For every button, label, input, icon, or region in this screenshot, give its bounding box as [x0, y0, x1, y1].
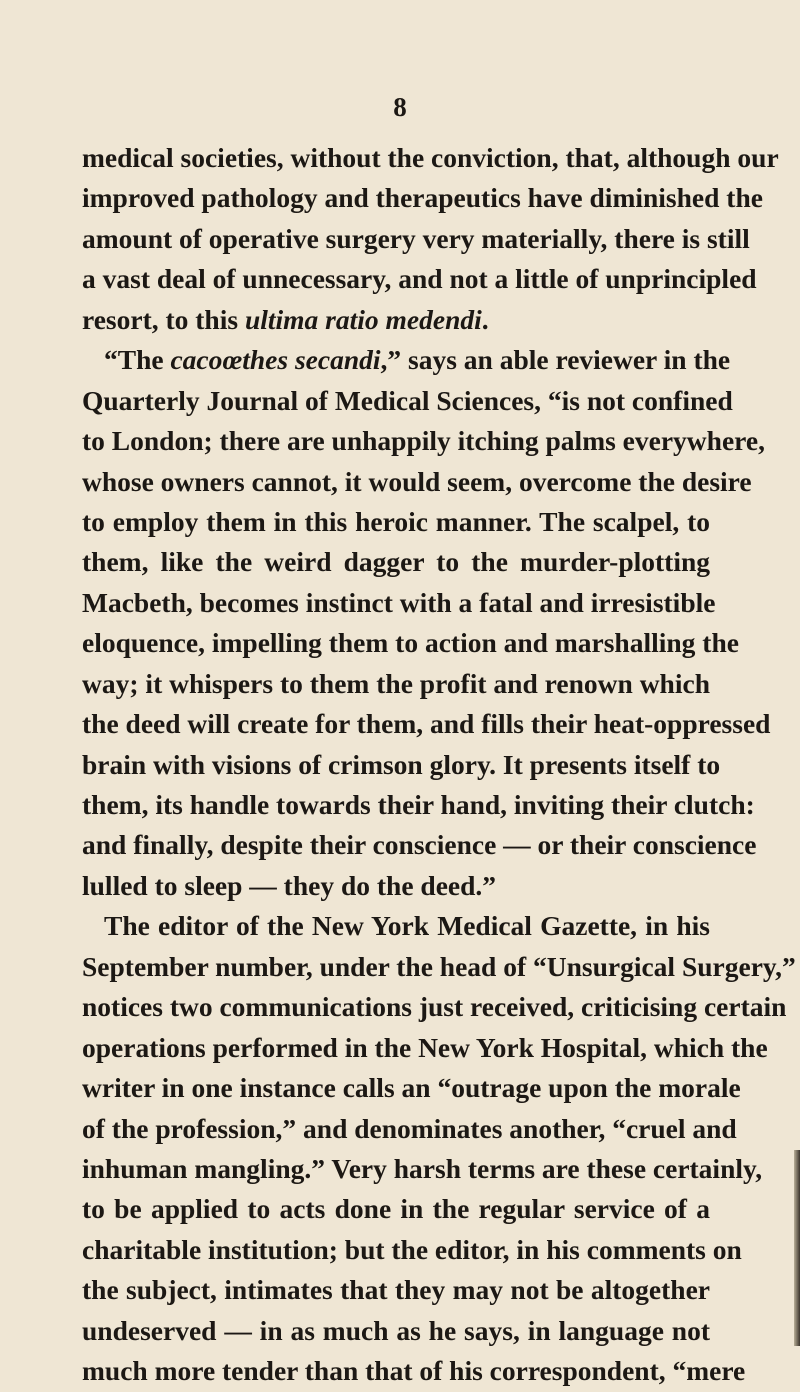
- text-line: [82, 825, 757, 865]
- text-segment: to London; there are unhappily itching palms everywhere,: [82, 425, 765, 457]
- text-segment: and finally, despite their conscience — or their conscience: [82, 829, 757, 861]
- text-line: [82, 300, 710, 340]
- text-segment: them, its handle towards their hand, inviting their clutch:: [82, 789, 755, 820]
- text-line: [82, 1068, 741, 1108]
- italic-phrase: cacoœthes secandi: [170, 344, 381, 376]
- text-segment: notices two communications just received, criticising certain: [82, 991, 787, 1023]
- text-segment: lulled to sleep — they do the deed.”: [82, 869, 497, 901]
- text-line: [82, 259, 757, 299]
- text-line: [82, 381, 733, 421]
- text-segment: ,” says an able reviewer in the: [380, 344, 731, 376]
- text-line: [82, 1351, 746, 1391]
- text-segment: September number, under the head of “Unsurgical Surgery,”: [82, 950, 796, 982]
- text-segment: operations performed in the New York Hospital, which the: [82, 1031, 768, 1063]
- text-segment: them, like the weird dagger to the murder-plotting: [82, 546, 710, 578]
- text-segment: undeserved — in as much as he says, in language not: [82, 1314, 710, 1346]
- text-segment: brain with visions of crimson glory. It presents itself to: [82, 748, 721, 780]
- text-segment: inhuman mangling.” Very harsh terms are these certainly,: [82, 1152, 763, 1184]
- text-segment: of the profession,” and denominates another, “cruel and: [82, 1112, 737, 1144]
- text-line: [82, 947, 796, 987]
- text-segment: improved pathology and therapeutics have diminished the: [82, 182, 763, 214]
- text-segment: medical societies, without the conviction, that, although our: [82, 142, 779, 173]
- page-number: 8: [393, 92, 407, 122]
- text-segment: a vast deal of unnecessary, and not a little of unprincipled: [82, 263, 757, 295]
- text-line: [82, 785, 755, 825]
- text-segment: “The: [104, 344, 171, 376]
- text-line: [82, 542, 710, 582]
- text-line: [82, 987, 787, 1027]
- text-line: [82, 138, 779, 178]
- text-segment: writer in one instance calls an “outrage upon the morale: [82, 1072, 741, 1104]
- italic-phrase: ultima ratio medendi: [244, 303, 482, 335]
- text-line: [82, 704, 771, 744]
- text-line: [82, 1230, 742, 1270]
- text-line: [82, 866, 710, 906]
- text-line: [82, 1028, 768, 1068]
- text-segment: much more tender than that of his correspondent, “mere: [82, 1355, 746, 1387]
- text-line: [82, 906, 710, 946]
- text-segment: way; it whispers to them the profit and renown which: [82, 667, 710, 699]
- text-segment: resort, to this: [82, 303, 245, 335]
- text-line: [82, 745, 721, 785]
- text-line: [82, 421, 765, 461]
- text-line: [82, 1311, 710, 1351]
- text-segment: charitable institution; but the editor, in his comments on: [82, 1233, 742, 1265]
- text-segment: .: [481, 303, 489, 335]
- page-edge-shadow: [794, 1150, 800, 1346]
- text-segment: the deed will create for them, and fills their heat-oppressed: [82, 708, 771, 740]
- text-line: [82, 1189, 710, 1229]
- text-line: [82, 1109, 737, 1149]
- text-line: [82, 583, 716, 623]
- text-segment: the subject, intimates that they may not be altogether: [82, 1274, 710, 1306]
- body-text: [82, 138, 796, 1392]
- text-segment: The editor of the New York Medical Gazette, in his: [104, 910, 710, 942]
- text-line: [82, 219, 750, 259]
- text-line: [82, 178, 763, 218]
- text-line: [82, 502, 710, 542]
- text-segment: Macbeth, becomes instinct with a fatal and irresistible: [82, 586, 716, 618]
- text-line: [82, 623, 739, 663]
- text-line: [82, 1149, 763, 1189]
- text-line: [82, 340, 731, 380]
- text-segment: Quarterly Journal of Medical Sciences, “is not confined: [82, 384, 733, 416]
- text-segment: amount of operative surgery very materially, there is still: [82, 222, 750, 254]
- text-segment: eloquence, impelling them to action and marshalling the: [82, 627, 739, 659]
- text-line: [82, 462, 752, 502]
- text-segment: to employ them in this heroic manner. The scalpel, to: [82, 505, 710, 537]
- text-segment: to be applied to acts done in the regular service of a: [82, 1193, 710, 1225]
- text-segment: whose owners cannot, it would seem, overcome the desire: [82, 465, 752, 497]
- text-line: [82, 1270, 710, 1310]
- text-line: [82, 664, 710, 704]
